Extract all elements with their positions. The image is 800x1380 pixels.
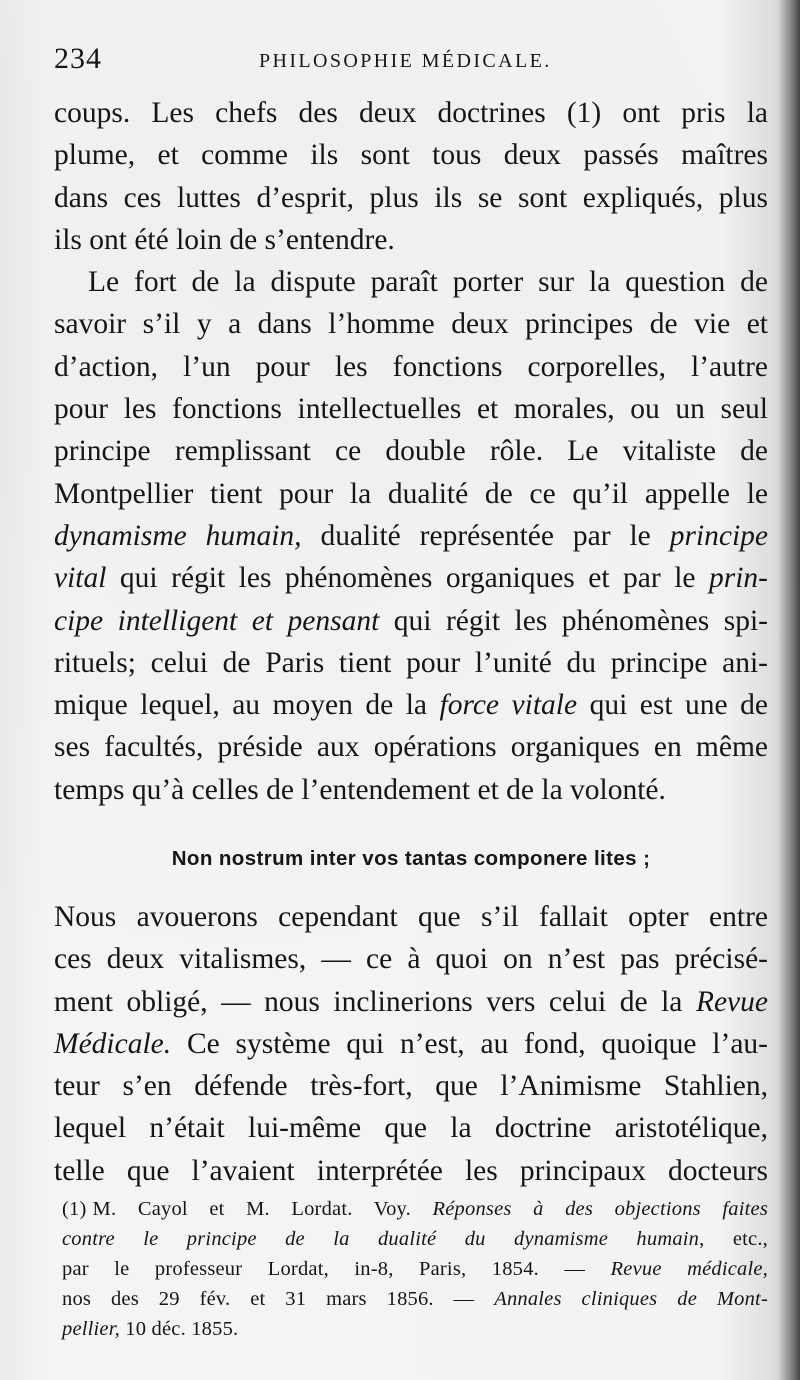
- text-run: qui régit les phénomènes spi-: [379, 604, 768, 637]
- italic-term: vital: [54, 562, 107, 595]
- text-run: qui est une de: [577, 689, 768, 722]
- footnote-line: [62, 1254, 768, 1284]
- text-line: teur s’en défende très-fort, que l’Animisme Stahlien,: [54, 1070, 768, 1103]
- text-line: coups. Les chefs des deux doctrines (1) ont pris la: [54, 97, 768, 129]
- paragraph-1: [54, 92, 768, 261]
- text-run: 10 déc. 1855.: [119, 1318, 239, 1340]
- footnote-marker: (1): [62, 1198, 87, 1220]
- main-text-block: [54, 92, 768, 811]
- page-header: [54, 42, 774, 82]
- text-line: Nous avouerons cependant que s’il fallait opter entre: [54, 901, 768, 933]
- italic-term: cipe intelligent et pensant: [54, 604, 380, 637]
- italic-term: force vitale: [439, 689, 578, 722]
- italic-term: Réponses à des objections faites: [432, 1198, 769, 1220]
- running-title: PHILOSOPHIE MÉDICALE.: [259, 50, 552, 72]
- latin-quotation: Non nostrum inter vos tantas componere lites ;: [171, 847, 651, 870]
- text-line: d’action, l’un pour les fonctions corporelles, l’autre: [54, 350, 768, 383]
- text-line: rituels; celui de Paris tient pour l’unité du principe ani-: [54, 646, 768, 679]
- main-text-block-2: [54, 896, 768, 1192]
- italic-term: principe: [669, 519, 768, 552]
- italic-term: pellier,: [62, 1318, 120, 1340]
- text-line: [54, 600, 768, 642]
- text-run: , etc.,: [699, 1228, 768, 1250]
- text-line: ses facultés, préside aux opérations organiques en même: [54, 731, 768, 764]
- text-line: ces deux vitalismes, — ce à quoi on n’est pas précisé-: [54, 943, 768, 976]
- italic-term: contre le principe de la dualité du dynamisme humain: [62, 1228, 700, 1250]
- text-run: mique lequel, au moyen de la: [54, 689, 440, 722]
- paragraph-3: [54, 896, 768, 1192]
- text-run: Ce système qui n’est, au fond, quoique l’au-: [171, 1027, 768, 1060]
- text-line: [54, 684, 768, 726]
- italic-term: Médicale.: [54, 1027, 172, 1060]
- italic-term: dynamisme humain,: [54, 519, 302, 552]
- text-line: [54, 557, 768, 599]
- text-run: dualité représentée par le: [301, 519, 670, 552]
- footnote-line: [62, 1224, 768, 1254]
- text-line: telle que l’avaient interprétée les principaux docteurs: [54, 1154, 768, 1187]
- text-line: Le fort de la dispute paraît porter sur la question de: [88, 266, 768, 299]
- italic-term: Annales cliniques de Mont-: [494, 1288, 768, 1310]
- italic-term: prin-: [709, 562, 768, 595]
- italic-term: Revue: [695, 985, 768, 1018]
- italic-term: Revue médicale,: [610, 1258, 768, 1280]
- text-line: Montpellier tient pour la dualité de ce qu’il appelle le: [54, 477, 768, 510]
- text-line: pour les fonctions intellectuelles et morales, ou un seul: [54, 393, 768, 426]
- text-run: ment obligé, — nous inclinerions vers celui de la: [54, 985, 696, 1018]
- footnote: [62, 1194, 768, 1344]
- text-run: M. Cayol et M. Lordat. Voy.: [92, 1198, 433, 1220]
- footnote-line: [62, 1284, 768, 1314]
- text-line: [54, 1023, 768, 1065]
- text-run: par le professeur Lordat, in-8, Paris, 1854. —: [62, 1258, 611, 1280]
- binding-shadow: [778, 0, 800, 1380]
- text-line: lequel n’était lui-même que la doctrine aristotélique,: [54, 1112, 768, 1145]
- text-run: nos des 29 fév. et 31 mars 1856. —: [62, 1288, 495, 1310]
- text-line: temps qu’à celles de l’entendement et de la volonté.: [54, 773, 666, 806]
- text-line: savoir s’il y a dans l’homme deux principes de vie et: [54, 308, 768, 341]
- text-line: plume, et comme ils sont tous deux passés maîtres: [54, 139, 768, 172]
- footnote-line: [62, 1194, 768, 1224]
- text-run: qui régit les phénomènes organiques et par le: [106, 562, 709, 595]
- paragraph-2: [54, 261, 768, 811]
- text-line: dans ces luttes d’esprit, plus ils se sont expliqués, plus: [54, 181, 768, 214]
- text-line: ils ont été loin de s’entendre.: [54, 223, 395, 256]
- text-line: principe remplissant ce double rôle. Le vitaliste de: [54, 435, 768, 468]
- footnote-line: [62, 1314, 768, 1344]
- text-line: [54, 981, 768, 1023]
- page-number: 234: [54, 42, 102, 75]
- text-line: [54, 515, 768, 557]
